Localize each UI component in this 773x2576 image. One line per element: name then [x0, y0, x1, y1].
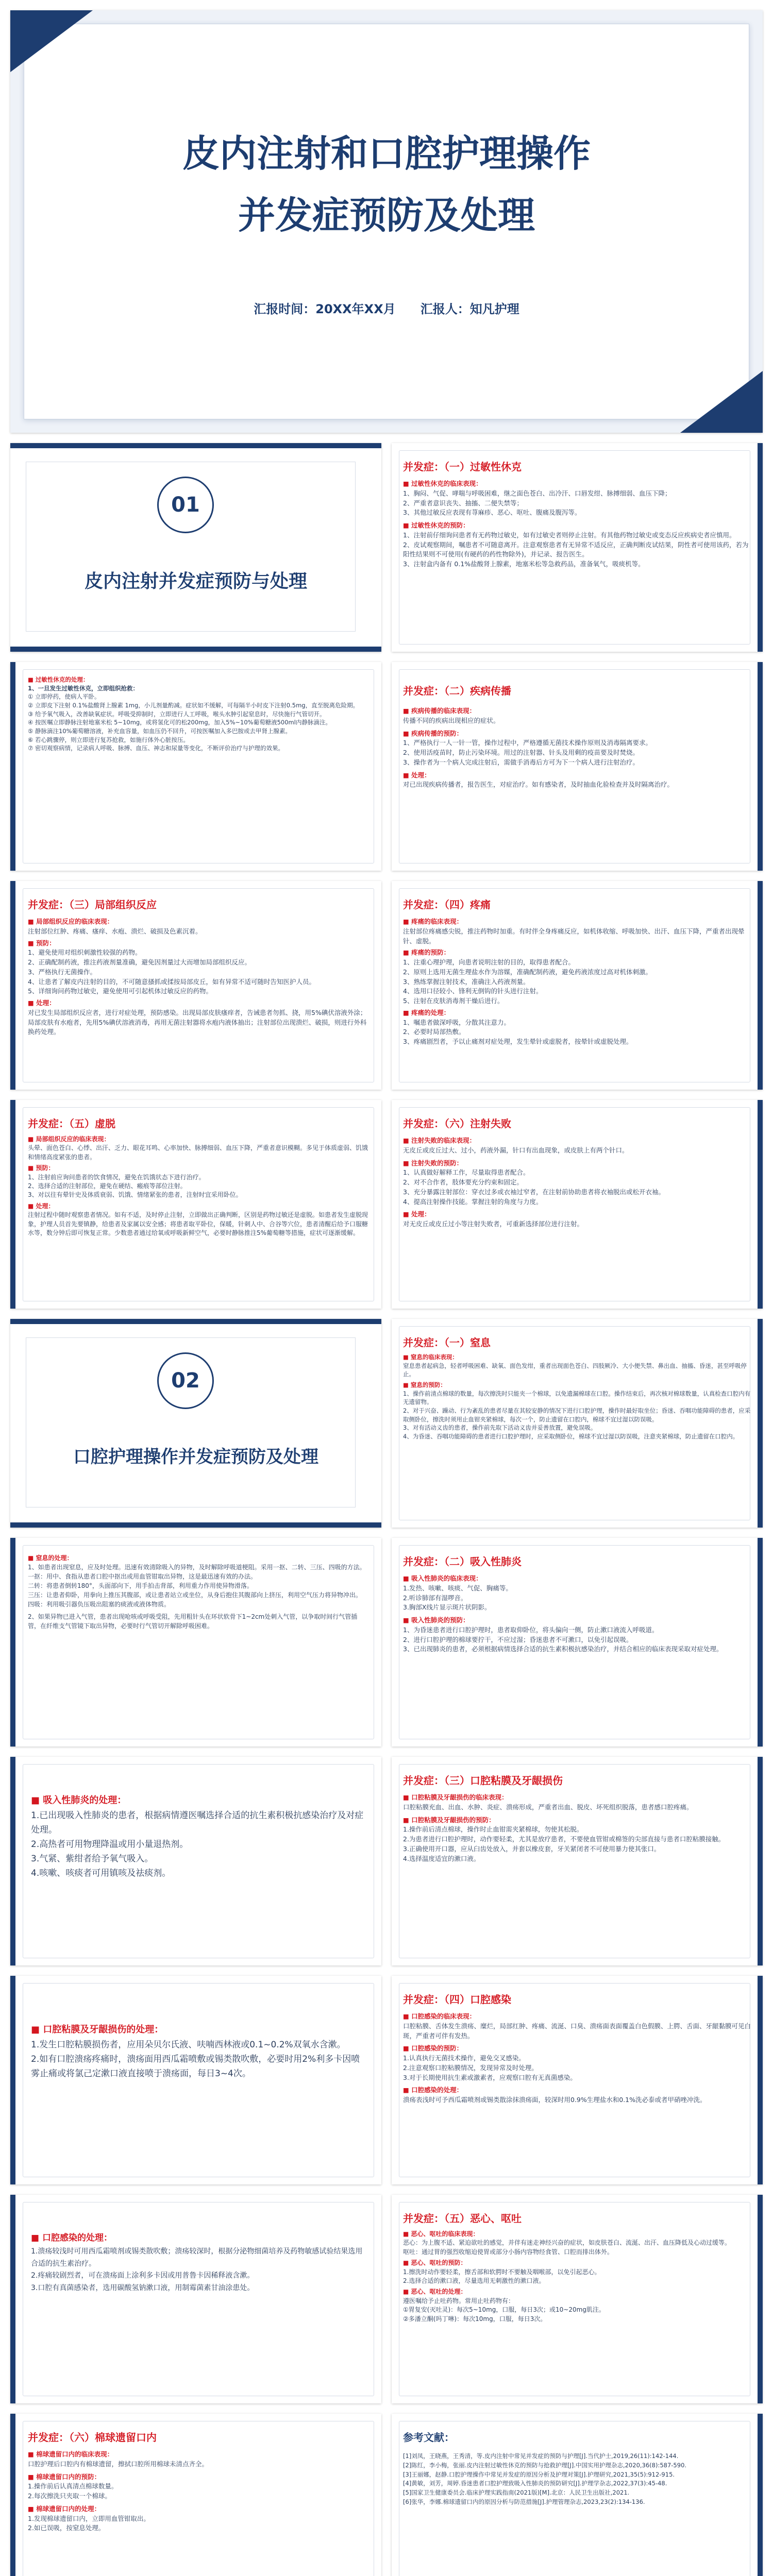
- slide-body: [403, 2012, 751, 2105]
- text-line: 2、严重者意识丧失、抽搐、二便失禁等；: [403, 499, 523, 507]
- text-line: 1、胸闷、气促、哮喘与呼吸困难，继之面色苍白、出冷汗、口唇发绀、脉搏细弱、血压下降；: [403, 489, 671, 497]
- heading: ■ 口腔感染的临床表现：: [403, 2012, 476, 2020]
- slide-body: [403, 2230, 751, 2324]
- text-line: 2、对于兴奋、躁动、行为紊乱的患者尽量在其较安静的情况下进行口腔护理，操作时最好取坐位；昏迷、吞咽功能障碍的患者，应采取侧卧位，擦洗时须用止血钳夹紧棉球，每次一个，防止遗留在口腔内，棉球不宜过湿以防误吸。: [403, 1407, 751, 1423]
- heading: ■ 预防：: [28, 939, 56, 947]
- reference-item: [5]国家卫生健康委员会.临床护理实践指南(2021版)[M].北京：人民卫生出版社,2021.: [403, 2489, 630, 2497]
- text-line: 3.口腔有真菌感染者，选用碳酸氢钠漱口液，用制霉菌素甘油涂患处。: [31, 2284, 255, 2293]
- text-line: 3.对于长期使用抗生素或激素者，应观察口腔有无真菌感染。: [403, 2073, 577, 2081]
- heading: ■ 局部组织反应的临床表现：: [28, 1136, 110, 1143]
- side-bar: [758, 1757, 763, 1965]
- side-bar: [10, 1976, 15, 2184]
- text-line: 1、认真做好解释工作，尽量取得患者配合。: [403, 1168, 530, 1177]
- text-line: 2、皮试观察期间，嘱患者不可随意离开。注意观察患者有无异常不适反应，正确判断皮试结果，阴性者可使用该药，若为阳性结果则不可使用(有硬药的药性物除外)，并记录、报告医生。: [403, 540, 749, 558]
- side-bar: [758, 2195, 763, 2403]
- text-line: 3、疼痛剧烈者，予以止痛剂对症处理，发生晕针或虚脱者，按晕针或虚脱处理。: [403, 1038, 633, 1045]
- heading: ■ 口腔粘膜及牙龈损伤的预防：: [403, 1816, 495, 1824]
- text-line: ⑦ 密切观察病情，记录病人呼吸、脉搏、血压、神志和尿量等变化，不断评价治疗与护理的效果。: [28, 744, 284, 752]
- text-line: 2.注意观察口腔粘膜情况，发现异常及时处理。: [403, 2063, 538, 2072]
- side-bar: [10, 881, 15, 1090]
- heading: ■ 处理：: [28, 999, 56, 1007]
- side-bar: [10, 2414, 15, 2576]
- heading: ■ 疼痛的临床表现：: [403, 918, 463, 925]
- heading: ■ 恶心、呕吐的处理：: [403, 2288, 467, 2296]
- text-line: 口腔粘膜、舌体发生溃疡、糜烂，局部红肿、疼痛、流涎、口臭、溃疡面表面覆盖白色假膜、上腭、舌面、牙龈黏膜可见白斑，严重者可伴有发热。: [403, 2022, 751, 2040]
- slide-title: 并发症：（一）过敏性休克: [403, 461, 522, 473]
- heading: ■ 恶心、呕吐的预防：: [403, 2259, 467, 2267]
- text-line: 5、注射在皮肤消毒剂干燥后进行。: [403, 997, 504, 1005]
- section-number-circle: [157, 477, 214, 533]
- slide-body: [31, 2231, 366, 2295]
- heading: ■ 局部组织反应的临床表现：: [28, 918, 114, 925]
- slide-title: 并发症：（六）棉球遗留口内: [28, 2431, 157, 2444]
- text-line: 2.每次擦洗只夹取一个棉球。: [28, 2492, 111, 2500]
- text-line: 四吸：利用吸引器负压吸出阻塞的痰液或液体物质。: [28, 1601, 171, 1608]
- slide-anaphylaxis-treatment: [10, 662, 381, 871]
- section-number: 01: [171, 493, 200, 517]
- text-line: 1、一旦发生过敏性休克，立即组织抢救：: [28, 684, 139, 692]
- heading: ■ 棉球遗留口内的预防：: [28, 2472, 101, 2481]
- text-line: 2.选择合适的漱口液，尽量选用无刺激性的漱口液。: [403, 2277, 545, 2284]
- heading: ■ 处理：: [403, 1210, 431, 1218]
- slide-body: [403, 706, 751, 790]
- slide-pneumonia-treatment: [10, 1757, 381, 1965]
- heading: ■ 窒息的处理：: [28, 1554, 73, 1562]
- text-line: 3、熟练掌握注射技术，准确注入药液剂量。: [403, 977, 530, 986]
- section-title: 口腔护理操作并发症预防及处理: [73, 1447, 318, 1467]
- text-line: 1.发热、咳嗽、咳痰、气促、胸痛等。: [403, 1584, 512, 1592]
- text-line: 2、对不合作者，肢体要充分约束和固定。: [403, 1178, 523, 1186]
- text-line: 呕吐：通过胃的强烈收缩迫使胃或部分小肠内容物经食管、口腔而排出体外。: [403, 2248, 614, 2256]
- text-line: 2、必要时局部热敷。: [403, 1028, 465, 1036]
- text-line: 5、详细询问药物过敏史，避免使用可引起机体过敏反应的药物。: [28, 987, 212, 995]
- text-line: 1、嘱患者做深呼吸，分散其注意力。: [403, 1018, 510, 1026]
- text-line: 3.气紧、紫绀者给予氧气吸入。: [31, 1853, 154, 1864]
- text-line: 2、进行口腔护理的棉球要拧干，不应过湿；昏迷患者不可漱口，以免引起误吸。: [403, 1635, 633, 1643]
- text-line: 1.发生口腔粘膜损伤者，应用朵贝尔氏液、呋喃西林液或0.1~0.2%双氧水含漱。: [31, 2039, 346, 2050]
- slide-injection-failure: [392, 1100, 763, 1309]
- slide-title: 并发症：（五）恶心、呕吐: [403, 2212, 522, 2225]
- text-line: 注射部位红肿、疼痛、瘙痒、水疱、溃烂、破损及色素沉着。: [28, 927, 202, 935]
- section-strip-bottom: [10, 647, 381, 652]
- text-line: 2、使用活疫苗时，防止污染环境。用过的注射器、针头及用剩的疫苗要及时焚烧。: [403, 749, 639, 756]
- text-line: ⑥ 若心跳骤停，则立即进行复苏抢救，如施行体外心脏按压。: [28, 736, 189, 743]
- slide-anaphylaxis: [392, 443, 763, 652]
- slide-title: 并发症：（六）注射失败: [403, 1117, 511, 1130]
- text-line: 4、提高注射操作技能。掌握注射的角度与力度。: [403, 1197, 543, 1206]
- text-line: 4、选用口径较小、锋利无倒钩的针头进行注射。: [403, 987, 543, 995]
- heading: ■ 窒息的临床表现：: [403, 1353, 458, 1361]
- text-line: 4.选择温度适宜的漱口液。: [403, 1854, 480, 1862]
- slide-body: [28, 1135, 368, 1238]
- heading: ■ 棉球遗留口内的临床表现：: [28, 2450, 114, 2458]
- heading: ■ 疾病传播的临床表现：: [403, 707, 476, 715]
- text-line: 2.高热者可用物理降温或用小量退热剂。: [31, 1839, 189, 1850]
- text-line: 2.如已误吸，按窒息处理。: [28, 2524, 105, 2532]
- text-line: 1.溃疡较浅时可用西瓜霜喷剂或锡类散吹敷；溃疡较深时，根据分泌物细菌培养及药物敏感试验结果选用合适的抗生素治疗。: [31, 2247, 363, 2268]
- text-line: 1、严格执行一人一针一管，操作过程中，严格遵循无菌技术操作原则及消毒隔离要求。: [403, 739, 652, 747]
- text-line: 溃疡表浅时可予西瓜霜喷剂或锡类散涂抹溃疡面，较深时用0.9%生理盐水和0.1%洗必泰或者甲硝唑冲洗。: [403, 2096, 707, 2104]
- heading: ■ 注射失败的预防：: [403, 1159, 463, 1167]
- slide-local-reaction: [10, 881, 381, 1090]
- slide-title: 并发症：（二）疾病传播: [403, 685, 511, 697]
- section-01-slide: [10, 443, 381, 652]
- reference-item: [4]黄敏，刘芳，周婷.昏迷患者口腔护理致吸入性肺炎的预防研究[J].护理学杂志,2022,37(3):45-48.: [403, 2480, 667, 2487]
- text-line: 对已发生局部组织反应者，进行对症处理，预防感染。出现局部皮肤瘙痒者，告诫患者勿抓、挠，用5%碘伏溶液外涂；局部皮肤有水疱者，先用5%碘伏溶液消毒，再用无菌注射器将水疱内液体抽出；注射部位出现溃烂、破损，则进行外科换药处理。: [28, 1008, 367, 1036]
- text-line: 1、为昏迷患者进行口腔护理时，患者取仰卧位，将头偏向一侧，防止漱口液流入呼吸道。: [403, 1625, 659, 1634]
- text-line: 1.操作前后认真清点棉球数量。: [28, 2482, 118, 2490]
- heading: ■ 口腔粘膜及牙龈损伤的处理：: [31, 2024, 164, 2035]
- text-line: 1.操作前后清点棉球，操作时止血钳需夹紧棉球，勿使其松脱。: [403, 1825, 583, 1834]
- text-line: 1.擦洗时动作要轻柔，擦舌部和软腭时不要触及咽喉部，以免引起恶心。: [403, 2268, 601, 2276]
- heading: ■ 疾病传播的预防：: [403, 729, 463, 737]
- text-line: 2.听诊肺部有湿啰音。: [403, 1594, 467, 1602]
- text-line: 2、正确配制药液，推注药液剂量准确，避免因剂量过大而增加局部组织反应。: [28, 958, 251, 966]
- heading: ■ 预防：: [28, 1164, 55, 1172]
- slide-body: [403, 1136, 751, 1229]
- slide-title: 并发症：（五）虚脱: [28, 1117, 115, 1130]
- section-title: 皮内注射并发症预防与处理: [84, 571, 307, 592]
- slide-body: [403, 1793, 751, 1863]
- text-line: 注射过程中随时观察患者情况。如有不适，及时停止注射，立即做出正确判断，区别是药物过敏还是虚脱。如患者发生虚脱现象，护理人员首先要镇静，给患者及家属以安全感；将患者取平卧位，保暖，针刺人中、合谷等穴位，患者清醒后给予口服糖水等，数分钟后即可恢复正常。少数患者通过给氧或呼吸新鲜空气，必要时静脉推注5%葡萄糖等措施，症状可逐渐缓解。: [28, 1211, 368, 1236]
- slide-body: [28, 675, 368, 753]
- slide-pain: [392, 881, 763, 1090]
- slide-references: [392, 2414, 763, 2576]
- section-strip-top: [10, 1319, 381, 1324]
- side-bar: [758, 1319, 763, 1528]
- slide-title: 并发症：（二）吸入性肺炎: [403, 1555, 522, 1568]
- cover-meta: 汇报时间：20XX年XX月 汇报人：知凡护理: [254, 302, 519, 316]
- heading: ■ 吸入性肺炎的临床表现：: [403, 1574, 482, 1582]
- text-line: 二转：将患者倒转180°，头面部向下，用手拍击背部，利用重力作用使异物滑落。: [28, 1582, 253, 1589]
- text-line: ① 立即停药，使病人平卧。: [28, 693, 100, 701]
- side-bar: [758, 1976, 763, 2184]
- heading: ■ 疼痛的处理：: [403, 1008, 450, 1016]
- slide-oral-infection: [392, 1976, 763, 2184]
- section-number-circle: [157, 1352, 214, 1409]
- heading: ■ 处理：: [403, 771, 431, 779]
- section-number: 02: [171, 1369, 200, 1393]
- cover-title-2: 并发症预防及处理: [238, 194, 535, 237]
- reference-list: [403, 2452, 751, 2507]
- slide-body: [403, 1574, 751, 1654]
- heading: ■ 窒息的预防：: [403, 1381, 446, 1389]
- text-line: ④ 按医嘱立即静脉注射地塞米松 5~10mg，或将氢化可的松200mg，加入5%~10%葡萄糖液500ml内静脉滴注。: [28, 719, 331, 726]
- side-bar: [758, 1100, 763, 1309]
- text-line: 4、为昏迷、吞咽功能障碍的患者进行口腔护理时，应采取侧卧位，棉球不宜过湿以防误吸，注意夹紧棉球，防止遗留在口腔内。: [403, 1433, 739, 1440]
- heading: ■ 口腔感染的处理：: [403, 2086, 463, 2094]
- side-bar: [758, 662, 763, 871]
- text-line: 注射部位疼痛感尖锐，推注药物时加重。有时伴全身疼痛反应，如机体收缩、呼吸加快、出汗、血压下降，严重者出现晕针、虚脱。: [403, 927, 745, 945]
- text-line: ② 立即皮下注射 0.1%盐酸肾上腺素 1mg，小儿剂量酌减。症状如不缓解，可每隔半小时皮下注射0.5mg，直至脱离危险期。: [28, 702, 359, 709]
- slide-title: 并发症：（三）局部组织反应: [28, 899, 157, 911]
- side-bar: [758, 881, 763, 1090]
- side-bar: [10, 2195, 15, 2403]
- text-line: 3、操作者为一个病人完成注射后，需做手消毒后方可为下一个病人进行注射治疗。: [403, 758, 639, 766]
- text-line: 3、注射盒内备有 0.1%盐酸肾上腺素，地塞米松等急救药品，准备氧气，吸痰机等。: [403, 560, 645, 568]
- slide-mucosa-injury: [392, 1757, 763, 1965]
- text-line: 2.为患者进行口腔护理时，动作要轻柔，尤其是放疗患者，不要使血管钳或棉签的尖部直接与患者口腔粘膜接触。: [403, 1835, 725, 1843]
- slide-body: [403, 1353, 751, 1441]
- heading: ■ 吸入性肺炎的处理：: [31, 1795, 127, 1806]
- heading: ■ 恶心、呕吐的临床表现：: [403, 2230, 479, 2238]
- text-line: 一抠：用中、食指从患者口腔中抠出或用血管钳取出异物，这是最迅速有效的办法。: [28, 1573, 257, 1580]
- side-bar: [758, 443, 763, 652]
- heading: ■ 处理：: [28, 1202, 55, 1210]
- text-line: 2、原则上选用无菌生理盐水作为溶媒，准确配制药液，避免药液浓度过高对机体刺激。: [403, 968, 652, 976]
- text-line: 3、其他过敏反应表现有荨麻疹、恶心、呕吐、腹痛及腹泻等。: [403, 509, 581, 517]
- slide-asphyxia: [392, 1319, 763, 1528]
- section-strip-top: [10, 443, 381, 448]
- section-02-slide: [10, 1319, 381, 1528]
- side-bar: [758, 2414, 763, 2576]
- slide-disease-transmission: [392, 662, 763, 871]
- heading: ■ 棉球遗留口内的处理：: [28, 2504, 101, 2513]
- heading: ■ 过敏性休克的临床表现：: [403, 480, 482, 487]
- text-line: 3、充分暴露注射部位：穿衣过多或衣袖过窄者，在注射前协助患者将衣袖脱出或松开衣袖。: [403, 1188, 665, 1196]
- reference-item: [3]王丽娜，赵静.口腔护理操作中常见并发症的原因分析及护理对策[J].护理研究,2021,35(5):912-915.: [403, 2470, 675, 2478]
- side-bar: [10, 1538, 15, 1747]
- text-line: ②多潘立酮(吗丁啉)：每次10mg，口服，每日3次。: [403, 2315, 547, 2323]
- cover-title-1: 皮内注射和口腔护理操作: [182, 132, 591, 175]
- text-line: 2、选择合适的注射部位，避免在硬结、瘢痕等部位注射。: [28, 1182, 187, 1190]
- text-line: 1、避免使用对组织刺激性较强的药物。: [28, 948, 142, 957]
- heading: ■ 口腔感染的处理：: [31, 2233, 112, 2243]
- side-bar: [10, 1757, 15, 1965]
- slide-nausea-vomiting: [392, 2195, 763, 2403]
- slide-infection-treatment: [10, 2195, 381, 2403]
- heading: ■ 过敏性休克的预防：: [403, 521, 469, 529]
- text-line: 传播不同的疾病出现相应的症状。: [403, 716, 500, 724]
- side-bar: [10, 662, 15, 871]
- text-line: ①胃复安(灭吐灵)：每次5~10mg，口服，每日3次；或10~20mg肌注。: [403, 2306, 605, 2314]
- heading: ■ 口腔感染的预防：: [403, 2044, 463, 2053]
- reference-item: [6]张华，李娜.棉球遗留口内的原因分析与防范措施[J].护理管理杂志,2023,23(2):134-136.: [403, 2498, 645, 2506]
- slide-body: [403, 917, 751, 1047]
- text-line: 1、注射前仔细询问患者有无药物过敏史，如有过敏史者则停止注射。有其他药物过敏史或变态反应疾病史者应慎用。: [403, 531, 736, 539]
- text-line: 1、注射前应询问患者的饮食情况，避免在饥饿状态下进行治疗。: [28, 1173, 205, 1181]
- text-line: 口腔粘膜充血、出血、水肿、炎症、溃疡形成，严重者出血、脱皮、坏死组织脱落，患者感口腔疼痛。: [403, 1803, 693, 1811]
- slide-collapse: [10, 1100, 381, 1309]
- text-line: 4、让患者了解皮内注射的目的，不可随意搔抓或揉按局部皮丘，如有异常不适可随时告知医护人员。: [28, 977, 315, 986]
- text-line: 2.疼痛较剧烈者，可在溃疡面上涂利多卡因或用普鲁卡因稀释液含漱。: [31, 2272, 255, 2280]
- text-line: 3.胸部X线片显示斑片状阴影。: [403, 1603, 491, 1612]
- slide-title: 并发症：（四）疼痛: [403, 899, 491, 911]
- text-line: 1.发现棉球遗留口内，立即用血管钳取出。: [28, 2514, 150, 2522]
- slide-aspiration-pneumonia: [392, 1538, 763, 1747]
- slide-body: [31, 1793, 366, 1880]
- slide-body: [28, 917, 368, 1037]
- slide-body: [28, 2450, 368, 2533]
- text-line: 2.如有口腔溃疡疼痛时，溃疡面用西瓜霜喷敷或锡类散吹敷，必要时用2%利多卡因喷雾止痛或将氯己定漱口液直接喷于溃疡面，每日3~4次。: [31, 2054, 360, 2079]
- text-line: 3、对以往有晕针史及体质衰弱、饥饿、情绪紧张的患者，注射时宜采用卧位。: [28, 1191, 242, 1199]
- slide-title: 参考文献：: [403, 2431, 455, 2444]
- text-line: 1、注重心理护理，向患者说明注射的目的，取得患者配合。: [403, 958, 575, 966]
- slide-asphyxia-treatment: [10, 1538, 381, 1747]
- text-line: 2、如果异物已进入气管，患者出现呛咳或呼吸受阻，先用粗针头在环状软骨下1~2cm处刺入气管，以争取时间行气管插管，在纤维支气管镜下取出异物，必要时行气管切开解除呼吸困难。: [28, 1613, 358, 1630]
- text-line: 口腔护理后口腔内有棉球遗留，擦拭口腔所用棉球未清点齐全。: [28, 2460, 209, 2468]
- side-bar: [758, 1538, 763, 1747]
- text-line: 3、已出现肺炎的患者，必须根据病情选择合适的抗生素积极抗感染治疗，并结合相应的临床表现采取对症处理。: [403, 1645, 723, 1653]
- text-line: 3、严格执行无菌操作。: [28, 968, 96, 976]
- text-line: ③ 给予氧气吸入，改善缺氧症状。呼吸受抑制时，立即进行人工呼吸，喉头水肿引起窒息时，尽快施行气管切开。: [28, 710, 326, 718]
- slide-title: 并发症：（四）口腔感染: [403, 1993, 511, 2006]
- text-line: 对无皮丘或皮丘过小等注射失败者，可重新选择部位进行注射。: [403, 1220, 584, 1228]
- text-line: 4.咳嗽、咳痰者可用镇咳及祛痰剂。: [31, 1868, 171, 1878]
- text-line: 恶心：为上腹不适、紧迫欲吐的感觉，并伴有迷走神经兴奋的症状，如皮肤苍白、流涎、出汗、血压降低及心动过缓等。: [403, 2239, 731, 2247]
- text-line: 窒息患者起病急，轻者呼吸困难、缺氧、面色发绀，重者出现面色苍白、四肢厥冷、大小便失禁、鼻出血、抽搐、昏迷，甚至呼吸停止。: [403, 1362, 747, 1378]
- text-line: 1.已出现吸入性肺炎的患者，根据病情遵医嘱选择合适的抗生素积极抗感染治疗及对症处理。: [31, 1810, 364, 1835]
- section-strip-bottom: [10, 1522, 381, 1528]
- cover-slide: [10, 10, 763, 433]
- reference-item: [2]陈红，李小梅，张丽.皮内注射过敏性休克的预防与抢救护理[J].中国实用护理杂志,2020,36(8):587-590.: [403, 2461, 687, 2469]
- text-line: 头晕、面色苍白、心悸、出汗、乏力、眼花耳鸣、心率加快、脉搏细弱、血压下降，严重者意识模糊。多见于体质虚弱、饥饿和情绪高度紧张的患者。: [28, 1144, 368, 1161]
- heading: ■ 吸入性肺炎的预防：: [403, 1616, 469, 1624]
- text-line: ⑤ 静脉滴注10%葡萄糖溶液，补充血容量，如血压仍不回升，可按医嘱加入多巴胺或去甲肾上腺素。: [28, 727, 292, 735]
- reference-item: [1]刘凤，王晓燕，王秀清，等.皮内注射中常见并发症的预防与护理[J].当代护士,2019,26(11):142-144.: [403, 2452, 679, 2460]
- text-line: 无皮丘或皮丘过大、过小，药液外漏，针口有出血现象，或皮肤上有两个针口。: [403, 1146, 629, 1154]
- side-bar: [10, 1100, 15, 1309]
- heading: ■ 疼痛的预防：: [403, 948, 450, 957]
- heading: ■ 过敏性休克的处理：: [28, 676, 89, 683]
- text-line: 对已出现疾病传播者，报告医生，对症治疗。如有感染者，及时抽血化验检查并及时隔离治疗。: [403, 781, 674, 789]
- text-line: 遵医嘱给予止吐药物。常用止吐药物有：: [403, 2297, 515, 2304]
- slide-body: [403, 479, 751, 569]
- text-line: 1、操作前清点棉球的数量，每次擦洗时只能夹一个棉球，以免遗漏棉球在口腔。操作结束后，再次核对棉球数量，认真检查口腔内有无遗留物。: [403, 1389, 751, 1406]
- slide-cotton-ball-residue: [10, 2414, 381, 2576]
- text-line: 3、对有活动义齿的患者，操作前先取下活动义齿并妥善放置，避免误吸。: [403, 1424, 597, 1432]
- slide-body: [28, 1553, 368, 1631]
- text-line: 三压：让患者仰卧，用拳向上推压其腹部，或让患者站立或坐位，从身后抱住其腹部向上挤压，利用空气压力将异物冲出。: [28, 1591, 362, 1599]
- text-line: 1.认真执行无菌技术操作，避免交叉感染。: [403, 2054, 525, 2062]
- slide-title: 并发症：（三）口腔粘膜及牙龈损伤: [403, 1774, 563, 1787]
- heading: ■ 注射失败的临床表现：: [403, 1137, 476, 1144]
- text-line: 1、如患者出现窒息，应及时处理。迅速有效清除吸入的异物，及时解除呼吸道梗阻。采用一抠、二转、三压、四吸的方法。: [28, 1564, 366, 1571]
- slide-body: [31, 2022, 366, 2081]
- slide-title: 并发症：（一）窒息: [403, 1336, 491, 1349]
- text-line: 3.正确使用开口器，应从臼齿处放入，并套以橡皮套，牙关紧闭者不可使用暴力使其张口。: [403, 1844, 661, 1853]
- heading: ■ 口腔粘膜及牙龈损伤的临床表现：: [403, 1793, 508, 1801]
- slide-mucosa-treatment: [10, 1976, 381, 2184]
